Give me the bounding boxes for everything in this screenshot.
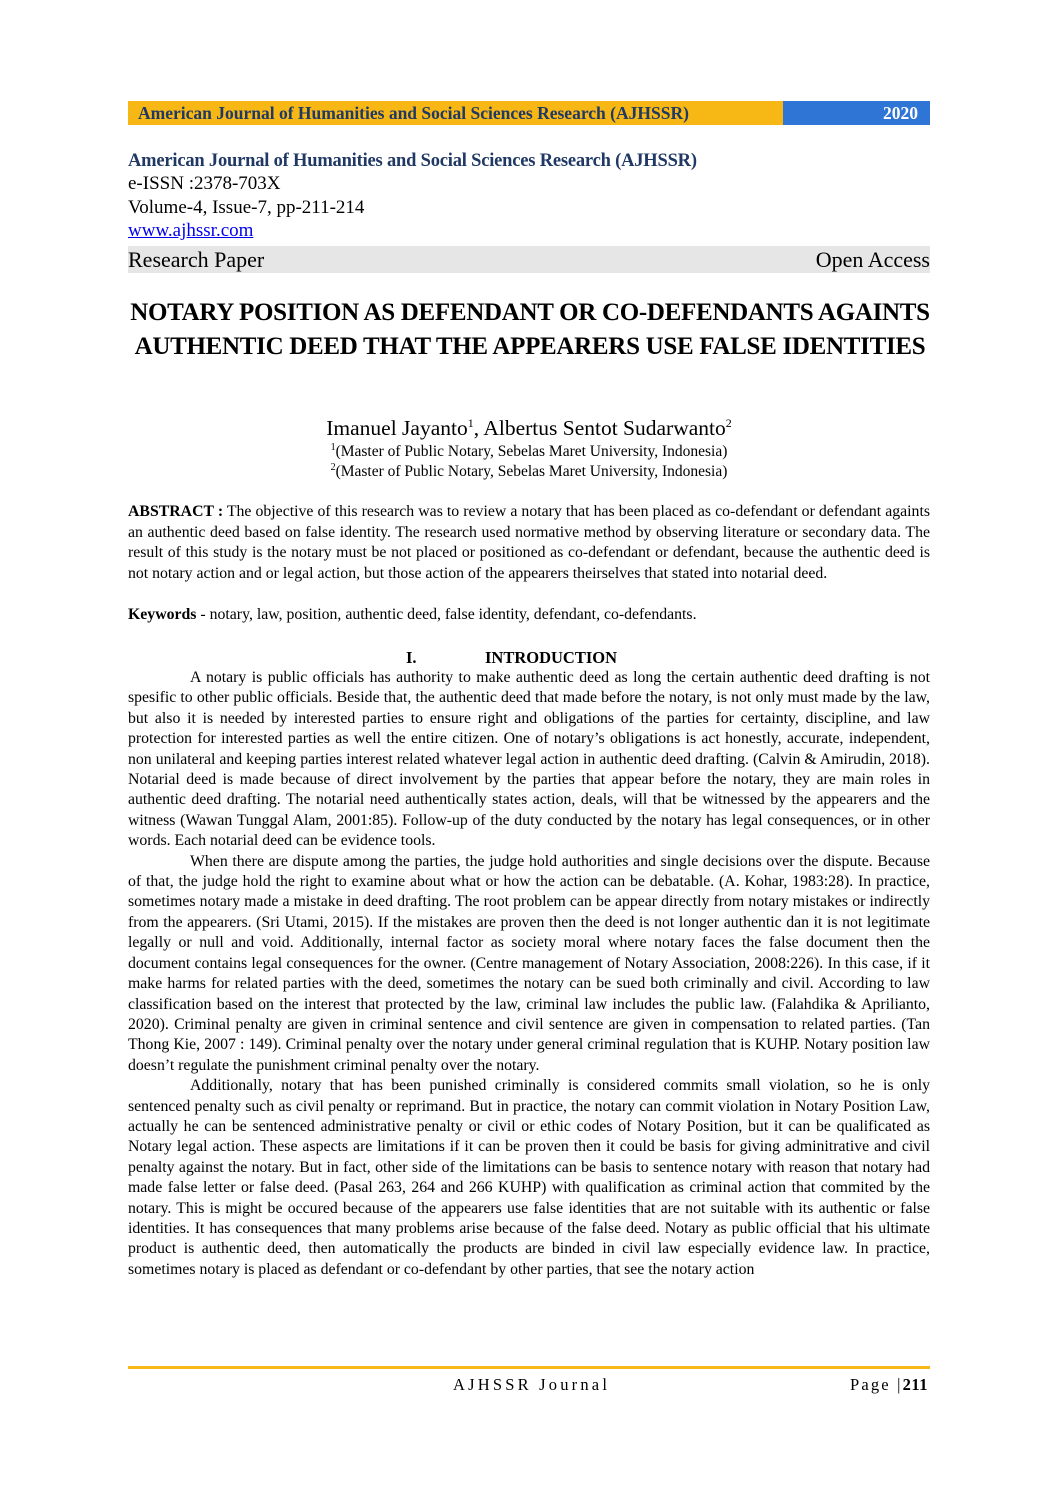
- page-footer: [128, 1375, 930, 1397]
- body-text: [128, 668, 930, 1280]
- author-2-sup: 2: [725, 415, 732, 430]
- affiliation-2-text: (Master of Public Notary, Sebelas Maret University, Indonesia): [335, 463, 728, 480]
- author-1: Imanuel Jayanto: [326, 416, 468, 440]
- journal-website-link[interactable]: www.ajhssr.com: [128, 220, 254, 241]
- section-number: I.: [406, 648, 417, 667]
- author-line: [128, 414, 930, 442]
- keywords: [128, 605, 930, 626]
- footer-rule: [128, 1366, 930, 1369]
- affiliation-1: [128, 442, 930, 462]
- journal-info-block: [128, 150, 930, 242]
- paper-type: Research Paper: [128, 246, 265, 272]
- paper-type-bar: [128, 246, 930, 273]
- affiliation-1-sup: 1: [330, 441, 336, 453]
- keywords-text: - notary, law, position, authentic deed, false identity, defendant, co-defendants.: [196, 606, 697, 623]
- journal-issn: e-ISSN :2378-703X: [128, 173, 281, 194]
- affiliation-2: [128, 462, 930, 482]
- paragraph: Additionally, notary that has been punished criminally is considered commits small violation, so he is only sentenced penalty such as civil penalty or reprimand. But in practice, the notary can commit violation in Notary Position Law, actually he can be sentenced administrative penalty or civil or ethic codes of Notary Position, but it can be qualificated as Notary legal action. These aspects are limitations if it can be proven then it could be basis for giving adminitrative and civil penalty against the notary. But in fact, other side of the limitations can be basis to sentence notary with reason that notary had made false letter or false deed. (Pasal 263, 264 and 266 KUHP) with qualification as criminal action that commited by the notary. This is might be occured because of the appearers use false identities that are not suitable with its authentic or false identities. It has consequences that many problems arise because of the false deed. Notary as public official that his ultimate product is authentic deed, then automatically the products are binded in civil law especially evidence law. In practice, sometimes notary is placed as defendant or co-defendant by other parties, that see the notary action: [128, 1077, 930, 1278]
- footer-page: [850, 1375, 928, 1395]
- affiliation-2-sup: 2: [330, 461, 336, 473]
- keywords-label: Keywords: [128, 606, 197, 623]
- running-header-year: 2020: [783, 101, 930, 125]
- abstract-text: The objective of this research was to review a notary that has been placed as co-defendant or defendant againts an authentic deed based on false identity. The research used normative method by observing literature or secondary data. The result of this study is the notary must be not placed or positioned as co-defendant or defendant, because the authentic deed is not notary action and or legal action, but those action of the appearers theirselves that stated into notarial deed.: [128, 503, 930, 582]
- paragraph: A notary is public officials has authority to make authentic deed as long the certain authentic deed drafting is not spesific to other public officials. Beside that, the authentic deed that made before the notary, is not only must made by the law, but also it is needed by interested parties to ensure right and obligations of the parties for certainty, discipline, and law protection for interested parties as well the entire citizen. One of notary’s obligations is act honestly, accurate, independent, non unilateral and keeping parties interest related whatever legal action in authentic deed drafting. (Calvin & Amirudin, 2018). Notarial deed is made because of direct involvement by the parties that appear before the notary, they are main roles in authentic deed drafting. The notarial need authentically states action, deals, will that be witnessed by the appearers and the witness (Wawan Tunggal Alam, 2001:85). Follow-up of the duty conducted by the notary has legal consequences, or in other words. Each notarial deed can be evidence tools.: [128, 669, 930, 850]
- abstract: [128, 502, 930, 584]
- paper-title: NOTARY POSITION AS DEFENDANT OR CO-DEFENDANTS AGAINTS AUTHENTIC DEED THAT THE APPEARERS USE FALSE IDENTITIES: [130, 299, 930, 360]
- journal-volume: Volume-4, Issue-7, pp-211-214: [128, 197, 365, 218]
- paragraph: When there are dispute among the parties, the judge hold authorities and single decisions over the dispute. Because of that, the judge hold the right to examine about what or how the action can be debatable. (A. Kohar, 1983:28). In practice, sometimes notary made a mistake in deed drafting. The root problem can be appear directly from notary mistakes or indirectly from the appearers. (Sri Utami, 2015). If the mistakes are proven then the deed is not longer authentic dan it is not legitimate legally or null and void. Additionally, internal factor as society moral where notary faces the false document then the document contains legal consequences for the owner. (Centre management of Notary Association, 2008:226). In this case, if it make harms for related parties with the deed, sometimes the notary can be sued both criminally and civil. According to law classification based on the interest that protected by the law, criminal law includes the public law. (Falahdika & Aprilianto, 2020). Criminal penalty are given in criminal sentence and civil sentence are given in compensation to related parties. (Tan Thong Kie, 2007 : 149). Criminal penalty over the notary under general criminal regulation that is KUHP. Notary position law doesn’t regulate the punishment criminal penalty over the notary.: [128, 852, 930, 1074]
- access-type: Open Access: [815, 246, 930, 272]
- journal-name: American Journal of Humanities and Social Sciences Research (AJHSSR): [128, 151, 697, 171]
- footer-page-label: Page |: [849, 1375, 903, 1394]
- running-header: [128, 101, 930, 125]
- author-1-sup: 1: [467, 415, 474, 430]
- author-separator: ,: [473, 416, 484, 440]
- author-2: Albertus Sentot Sudarwanto: [483, 416, 726, 440]
- abstract-label: ABSTRACT :: [128, 503, 224, 520]
- section-title: INTRODUCTION: [485, 648, 618, 667]
- footer-journal: AJHSSR Journal: [453, 1375, 611, 1394]
- footer-page-number: 211: [902, 1375, 928, 1394]
- affiliation-1-text: (Master of Public Notary, Sebelas Maret University, Indonesia): [335, 443, 728, 460]
- running-header-journal: American Journal of Humanities and Social Sciences Research (AJHSSR): [128, 101, 783, 125]
